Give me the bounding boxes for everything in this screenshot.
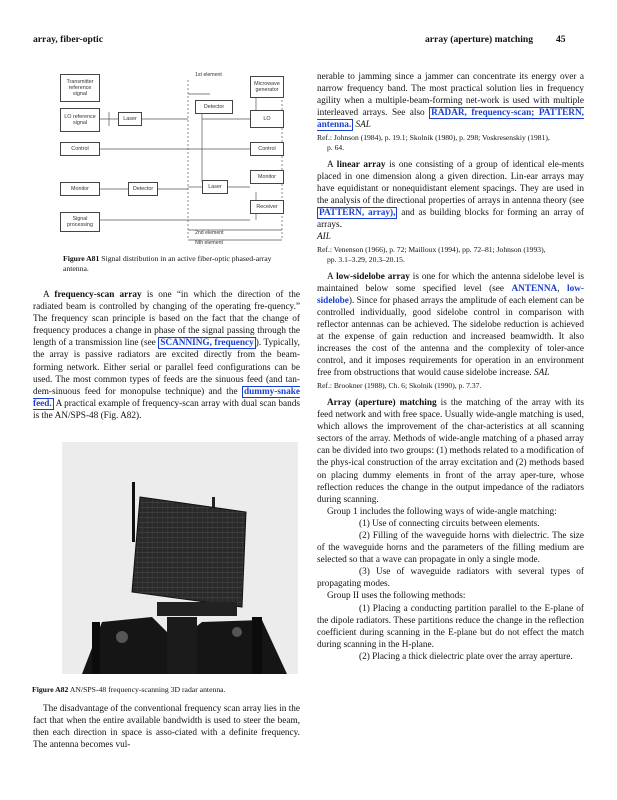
frequency-scan-paragraph: A frequency-scan array is one “in which the direction of the radiated beam is controlled by changing of the operating fre-quency.” The frequency scan principle is based on the fact that the change of frequency produces a change in phase of the signal passing through the length of a transmission line (see SCANNING, frequency ). Typically, the array is passive radiators are excited directly from the beam-forming network. Either serial or parallel feed configurations can be used. The most common types of feeds are the sinuous feed (and tan-dem-sinuous feed for monopulse technique) and the dummy-snake feed. A practical example of frequency-scan array with dual scan bands is the AN/SPS-48 (Fig. A82).: [33, 290, 300, 421]
second-element-label: 2nd element: [195, 230, 224, 236]
link-low-sidelobe[interactable]: low-sidelobe: [317, 283, 584, 306]
group-2-item-2: (2) Placing a thick dielectric plate over the array aperture.: [359, 651, 573, 662]
left-column-bottom: [33, 703, 300, 751]
lo-reference-box: LO reference signal: [60, 108, 100, 132]
running-header-right: array (aperture) matching: [425, 34, 533, 45]
figure-a81-caption: [63, 254, 293, 274]
left-column: [33, 289, 300, 422]
link-antenna[interactable]: ANTENNA: [511, 283, 558, 294]
link-dummy-snake-feed[interactable]: dummy-snake feed.: [33, 386, 300, 409]
linear-array-paragraph: A linear array is one consisting of a group of identical ele-ments placed in one dimension along a given direction. Lin-ear arrays may have equidistant or nonequidistant element spacings. They are used in the analysis of the directional properties of arrays in antenna theory (see PATTERN, array), and as building blocks for forming an array of arrays. AIL: [317, 159, 584, 243]
signal-processing-box: Signal processing: [60, 212, 100, 232]
link-scanning-frequency[interactable]: SCANNING, frequency: [160, 338, 254, 349]
term-low-sidelobe-array: low-sidelobe array: [336, 271, 410, 282]
page-number: 45: [556, 34, 566, 45]
link-pattern-array[interactable]: PATTERN, array),: [319, 208, 396, 219]
group-1-item-2: (2) Filling of the waveguide horns with dielectric. The size of the waveguide horns and the parameters of the filling medium are selected so that a wave can propagate in only a single mode.: [317, 530, 584, 566]
term-frequency-scan-array: frequency-scan array: [54, 290, 142, 300]
link-radar-pattern[interactable]: RADAR, frequency-scan; PATTERN, antenna.: [317, 108, 584, 131]
group-1-intro: Group 1 includes the following ways of wide-angle matching:: [327, 506, 557, 517]
laser-box-1: Laser: [118, 112, 142, 126]
microwave-generator-box: Microwave generator: [250, 76, 284, 98]
first-element-label: 1st element: [195, 72, 222, 78]
group-1-item-3: (3) Use of waveguide radiators with several types of propagating modes.: [317, 567, 584, 590]
group-2-item-1: (1) Placing a conducting partition parallel to the E-plane of the dipole radiators. These partitions reduce the change in the reflection coefficient during scanning in the E-plane but do not effect the match during scanning in the H-plane.: [317, 603, 584, 650]
figure-a82-photo: [62, 442, 298, 674]
term-linear-array: linear array: [336, 159, 386, 170]
figure-a81-text: Signal distribution in an active fiber-optic phased-array antenna.: [63, 254, 272, 273]
monitor-right-box: Monitor: [250, 170, 284, 184]
radar-antenna-image: [62, 442, 298, 674]
right-column: [317, 71, 584, 663]
reference-3: Ref.: Brookner (1988), Ch. 6; Skolnik (1990), p. 7.37.: [317, 381, 482, 391]
group-1-item-1: (1) Use of connecting circuits between elements.: [359, 518, 540, 529]
nth-element-label: Nth element: [195, 240, 223, 246]
figure-a82-number: Figure A82: [32, 685, 69, 694]
receiver-box: Receiver: [250, 200, 284, 214]
low-sidelobe-paragraph: A low-sidelobe array is one for which the antenna sidelobe level is maintained below some specified level (see ANTENNA, low-sidelobe). Since for phased arrays the amplitude of each element can be controlled individually, good sidelobe control in comparison with reflector antennas can be achieved. The sidelobe reduction is achieved at the expense of gain reduction and increased beamwidth. It also increases the cost of the antenna and the complexity of toler-ance control, and it imposes requirements for operation in an environment free from obstructions that would cause sidelobe increase. SAL: [317, 271, 584, 379]
term-array-matching: Array (aperture) matching: [327, 397, 437, 408]
monitor-left-box: Monitor: [60, 182, 100, 196]
jamming-paragraph: nerable to jamming since a jammer can concentrate its energy over a narrow frequency band. The most practical solution lies in frequency agility when a multiple-beam-forming net-work is used with multiple interleaved arrays. See also RADAR, frequency-scan; PATTERN, antenna. SAL: [317, 72, 584, 131]
detector-box-1: Detector: [195, 100, 233, 114]
detector-box-2: Detector: [128, 182, 158, 196]
laser-box-2: Laser: [202, 180, 228, 194]
running-header-left: array, fiber-optic: [33, 34, 103, 45]
array-matching-paragraph: Array (aperture) matching is the matching of the array with its feed network and with free space. Usually wide-angle matching is used, which allows the improvement of the char-acteristics at all scanning sectors of the array. Methods of wide-angle matching of a phased array can be divided into two groups: (1) methods related to a modification of the phys-ical construction of the array excitation and (2) methods based on placing dummy elements in front of the array aper-ture, whose reflection reduces the change in the output impedance of the radiators during scanning.: [317, 397, 584, 505]
figure-a81-diagram: [60, 72, 292, 252]
control-left-box: Control: [60, 142, 100, 156]
figure-a82-caption: [32, 685, 307, 695]
disadvantage-paragraph: The disadvantage of the conventional frequency scan array lies in the fact that when the entire available bandwidth is used to steer the beam, then each direction in space is asso-ciated with a definite frequency. The antenna becomes vul-: [33, 704, 300, 751]
group-2-intro: Group II uses the following methods:: [327, 591, 466, 602]
reference-2: Ref.: Venenson (1966), p. 72; Mailloux (1994), pp. 72–81; Johnson (1993), pp. 3.1–3.29, 20.3–20.15.: [317, 245, 546, 264]
transmitter-reference-box: Transmitter reference signal: [60, 74, 100, 102]
figure-a81-number: Figure A81: [63, 254, 100, 263]
lo-box: LO: [250, 110, 284, 128]
figure-a82-text: AN/SPS-48 frequency-scanning 3D radar antenna.: [69, 685, 226, 694]
control-right-box: Control: [250, 142, 284, 156]
reference-1: Ref.: Johnson (1984), p. 19.1; Skolnik (1980), p. 298; Voskresenskiy (1981), p. 64.: [317, 133, 550, 153]
